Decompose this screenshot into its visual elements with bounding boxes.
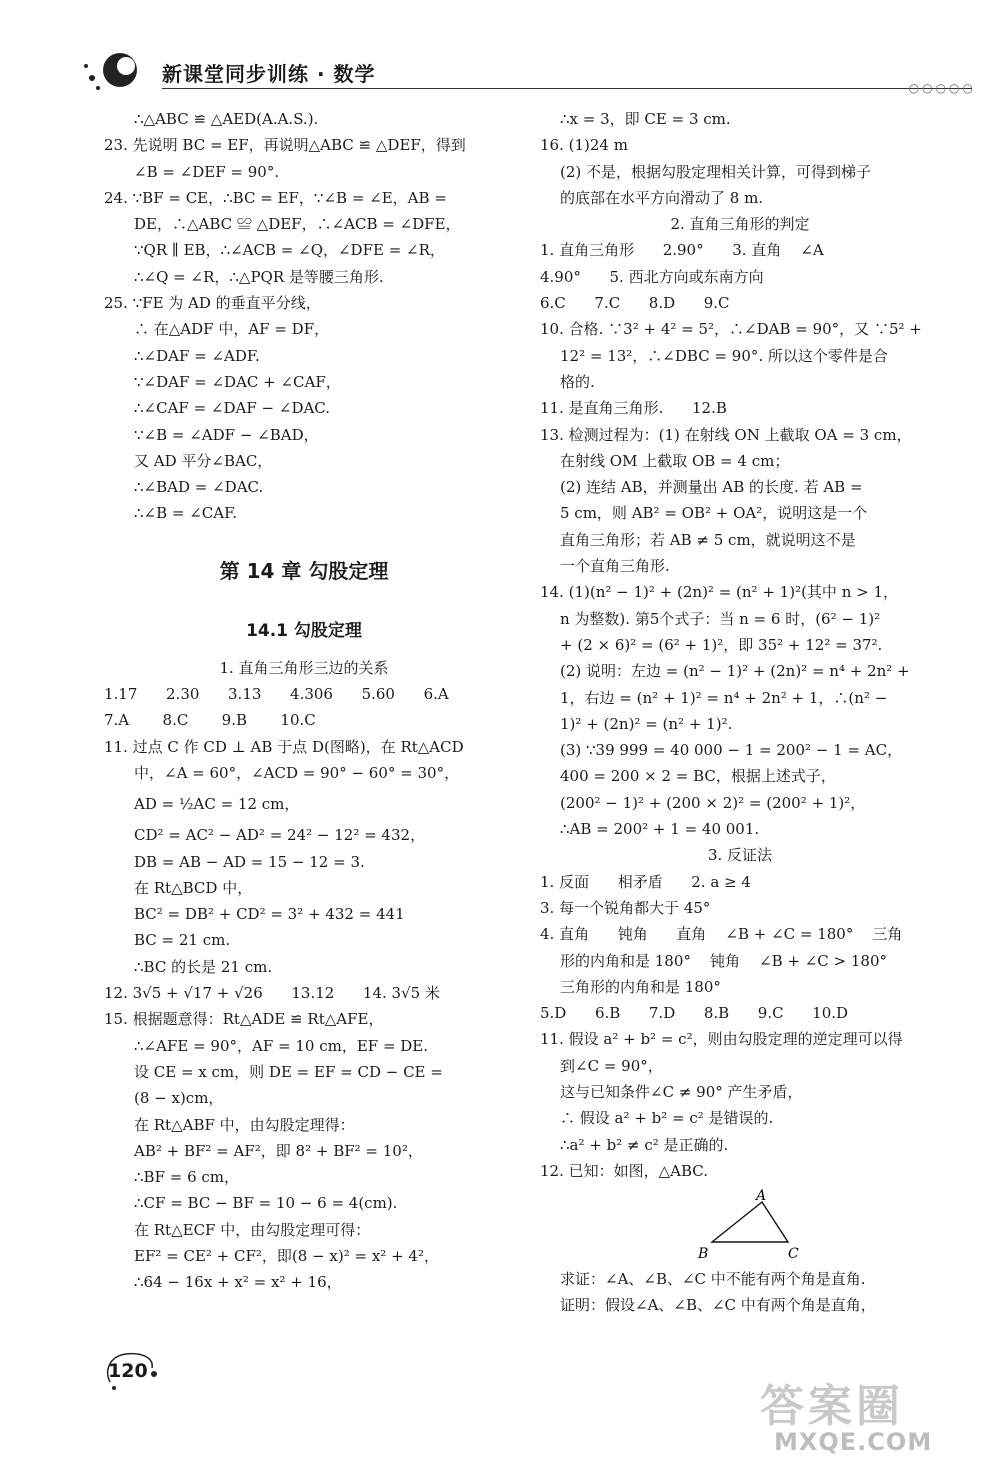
answer-line: 5.D 6.B 7.D 8.B 9.C 10.D <box>540 1004 849 1023</box>
header-rule <box>162 88 972 89</box>
answer-line: 15. 根据题意得：Rt△ADE ≌ Rt△AFE， <box>104 1010 384 1029</box>
answer-line: 7.A 8.C 9.B 10.C <box>104 711 316 730</box>
answer-line: (2) 连结 AB，并测量出 AB 的长度. 若 AB = <box>560 478 863 497</box>
answer-line: 在 Rt△ECF 中，由勾股定理可得： <box>134 1220 371 1239</box>
answer-line: 25. ∵FE 为 AD 的垂直平分线， <box>104 294 321 313</box>
answer-line: 的底部在水平方向滑动了 8 m. <box>560 188 764 207</box>
answer-line: ∠B = ∠DEF = 90°. <box>134 162 280 181</box>
answer-line: 形的内角和是 180° 钝角 ∠B + ∠C > 180° <box>560 951 888 970</box>
answer-line: DB = AB − AD = 15 − 12 = 3. <box>134 852 365 871</box>
answer-line: 中，∠A = 60°，∠ACD = 90° − 60° = 30°， <box>134 763 460 782</box>
left-column <box>104 106 504 1296</box>
answer-line: n 为整数). 第5个式子：当 n = 6 时，(6² − 1)² <box>560 609 881 628</box>
answer-line: 1，右边 = (n² + 1)² = n⁴ + 2n² + 1，∴(n² − <box>560 688 888 707</box>
answer-line: 11. 过点 C 作 CD ⊥ AB 于点 D(图略)，在 Rt△ACD <box>104 737 464 756</box>
answer-line: 在 Rt△ABF 中，由勾股定理得： <box>134 1115 355 1134</box>
answer-line: 1. 反面 相矛盾 2. a ≥ 4 <box>540 872 751 891</box>
answer-line: AB² + BF² = AF²，即 8² + BF² = 10²， <box>134 1141 423 1160</box>
answer-line: ∴△ABC ≌ △AED(A.A.S.). <box>134 110 319 128</box>
answer-line: ∴ 在△ADF 中，AF = DF， <box>134 320 330 339</box>
answer-line: 12² = 13²，∴∠DBC = 90°. 所以这个零件是合 <box>560 346 888 365</box>
page-number-text: 120 <box>108 1360 148 1382</box>
answer-line: 1.17 2.30 3.13 4.306 5.60 6.A <box>104 685 449 704</box>
answer-line: BC = 21 cm. <box>134 931 231 950</box>
answer-line: BC² = DB² + CD² = 3² + 432 = 441 <box>134 905 405 924</box>
page-header <box>80 48 980 94</box>
answer-line: 16. (1)24 m <box>540 136 628 155</box>
answer-line: ∴BF = 6 cm， <box>134 1168 240 1187</box>
answer-line: ∴CF = BC − BF = 10 − 6 = 4(cm). <box>134 1194 398 1213</box>
answer-line: 10. 合格. ∵3² + 4² = 5²，∴∠DAB = 90°，又 ∵5² + <box>540 320 922 339</box>
answer-line: 400 = 200 × 2 = BC，根据上述式子， <box>560 767 836 786</box>
subsection-title: 2. 直角三角形的判定 <box>670 215 810 234</box>
answer-line: 6.C 7.C 8.D 9.C <box>540 294 730 313</box>
subsection-title: 3. 反证法 <box>707 846 773 865</box>
answer-line: 23. 先说明 BC = EF，再说明△ABC ≌ △DEF，得到 <box>104 136 466 155</box>
answer-line: 格的. <box>560 372 595 391</box>
header-decoration: ○○○○○ <box>908 81 976 95</box>
answer-line: 4.90° 5. 西北方向或东南方向 <box>540 267 764 286</box>
answer-line: ∴BC 的长是 21 cm. <box>134 957 273 976</box>
answer-line: 在 Rt△BCD 中， <box>134 878 253 897</box>
answer-line: ∴ 假设 a² + b² = c² 是错误的. <box>560 1109 774 1128</box>
answer-line: 1)² + (2n)² = (n² + 1)². <box>560 714 733 733</box>
answer-line: 直角三角形；若 AB ≠ 5 cm，就说明这不是 <box>560 530 856 549</box>
answer-line: 14. (1)(n² − 1)² + (2n)² = (n² + 1)²(其中 n > 1， <box>540 583 899 602</box>
chapter-title: 第 14 章 勾股定理 <box>219 558 389 583</box>
book-logo-icon <box>80 48 150 94</box>
answer-line: (200² − 1)² + (200 × 2)² = (200² + 1)²， <box>560 793 866 812</box>
vertex-label-c: C <box>788 1246 799 1263</box>
answer-line: 13. 检测过程为：(1) 在射线 ON 上截取 OA = 3 cm， <box>540 425 912 444</box>
answer-line: 求证：∠A、∠B、∠C 中不能有两个角是直角. <box>560 1270 866 1289</box>
answer-line: (2) 说明：左边 = (n² − 1)² + (2n)² = n⁴ + 2n² + <box>560 662 910 681</box>
triangle-figure <box>540 1184 940 1266</box>
answer-line: ∴∠BAD = ∠DAC. <box>134 478 264 497</box>
answer-line: DE，∴△ABC ≌ △DEF，∴∠ACB = ∠DFE， <box>134 215 461 234</box>
page-number <box>104 1352 164 1392</box>
answer-line: 1. 直角三角形 2.90° 3. 直角 ∠A <box>540 241 824 260</box>
answer-line: 5 cm，则 AB² = OB² + OA²，说明这是一个 <box>560 504 868 523</box>
section-title: 14.1 勾股定理 <box>246 620 362 641</box>
right-column <box>540 106 940 1319</box>
answer-line: ∵QR ∥ EB，∴∠ACB = ∠Q，∠DFE = ∠R， <box>134 241 445 260</box>
answer-line: ∴∠DAF = ∠ADF. <box>134 346 260 365</box>
answer-line: (8 − x)cm， <box>134 1089 224 1108</box>
answer-line: ∴∠B = ∠CAF. <box>134 504 237 523</box>
watermark <box>760 1370 990 1465</box>
answer-line: ∴AB = 200² + 1 = 40 001. <box>560 820 760 839</box>
answer-line: 11. 是直角三角形. 12.B <box>540 399 727 418</box>
answer-line: (3) ∵39 999 = 40 000 − 1 = 200² − 1 = AC， <box>560 741 903 760</box>
answer-line: 12. 已知：如图，△ABC. <box>540 1161 709 1180</box>
answer-line: 到∠C = 90°， <box>560 1056 663 1075</box>
subsection-title: 1. 直角三角形三边的关系 <box>219 658 389 677</box>
answer-line: ∴64 − 16x + x² = x² + 16， <box>134 1273 342 1292</box>
answer-line: 在射线 OM 上截取 OB = 4 cm； <box>560 451 790 470</box>
answer-line: 设 CE = x cm，则 DE = EF = CD − CE = <box>134 1062 443 1081</box>
answer-line: 一个直角三角形. <box>560 557 670 576</box>
answer-line: 三角形的内角和是 180° <box>560 977 721 996</box>
answer-line: CD² = AC² − AD² = 24² − 12² = 432， <box>134 826 426 845</box>
answer-line: 12. 3√5 + √17 + √26 13.12 14. 3√5 米 <box>104 984 440 1003</box>
answer-line: 证明：假设∠A、∠B、∠C 中有两个角是直角， <box>560 1296 876 1315</box>
answer-line: EF² = CE² + CF²，即(8 − x)² = x² + 4²， <box>134 1246 439 1265</box>
answer-line: 3. 每一个锐角都大于 45° <box>540 898 711 917</box>
answer-line: ∵∠B = ∠ADF − ∠BAD， <box>134 425 319 444</box>
answer-line: 这与已知条件∠C ≠ 90° 产生矛盾， <box>560 1082 803 1101</box>
answer-line: ∴∠AFE = 90°，AF = 10 cm，EF = DE. <box>134 1036 429 1055</box>
answer-line: ∴∠Q = ∠R，∴△PQR 是等腰三角形. <box>134 267 384 286</box>
answer-line: ∴∠CAF = ∠DAF − ∠DAC. <box>134 399 331 418</box>
answer-line: ∴x = 3，即 CE = 3 cm. <box>560 110 731 128</box>
answer-line: 又 AD 平分∠BAC， <box>134 451 273 470</box>
vertex-label-b: B <box>698 1246 709 1263</box>
answer-line: 24. ∵BF = CE，∴BC = EF，∵∠B = ∠E，AB = <box>104 188 447 207</box>
watermark-url: MXQE.COM <box>774 1428 933 1456</box>
vertex-label-a: A <box>756 1188 767 1205</box>
answer-line: (2) 不是，根据勾股定理相关计算，可得到梯子 <box>560 162 872 181</box>
watermark-logo-text: 答案圈 <box>760 1381 904 1432</box>
answer-line: ∵∠DAF = ∠DAC + ∠CAF， <box>134 372 341 391</box>
answer-line: AD = ½AC = 12 cm， <box>134 795 300 814</box>
answer-line: ∴a² + b² ≠ c² 是正确的. <box>560 1135 729 1154</box>
answer-line: + (2 × 6)² = (6² + 1)²，即 35² + 12² = 37². <box>560 635 883 654</box>
answer-line: 11. 假设 a² + b² = c²，则由勾股定理的逆定理可以得 <box>540 1030 903 1049</box>
header-title: 新课堂同步训练 · 数学 <box>162 62 376 86</box>
answer-line: 4. 直角 钝角 直角 ∠B + ∠C = 180° 三角 <box>540 925 903 944</box>
